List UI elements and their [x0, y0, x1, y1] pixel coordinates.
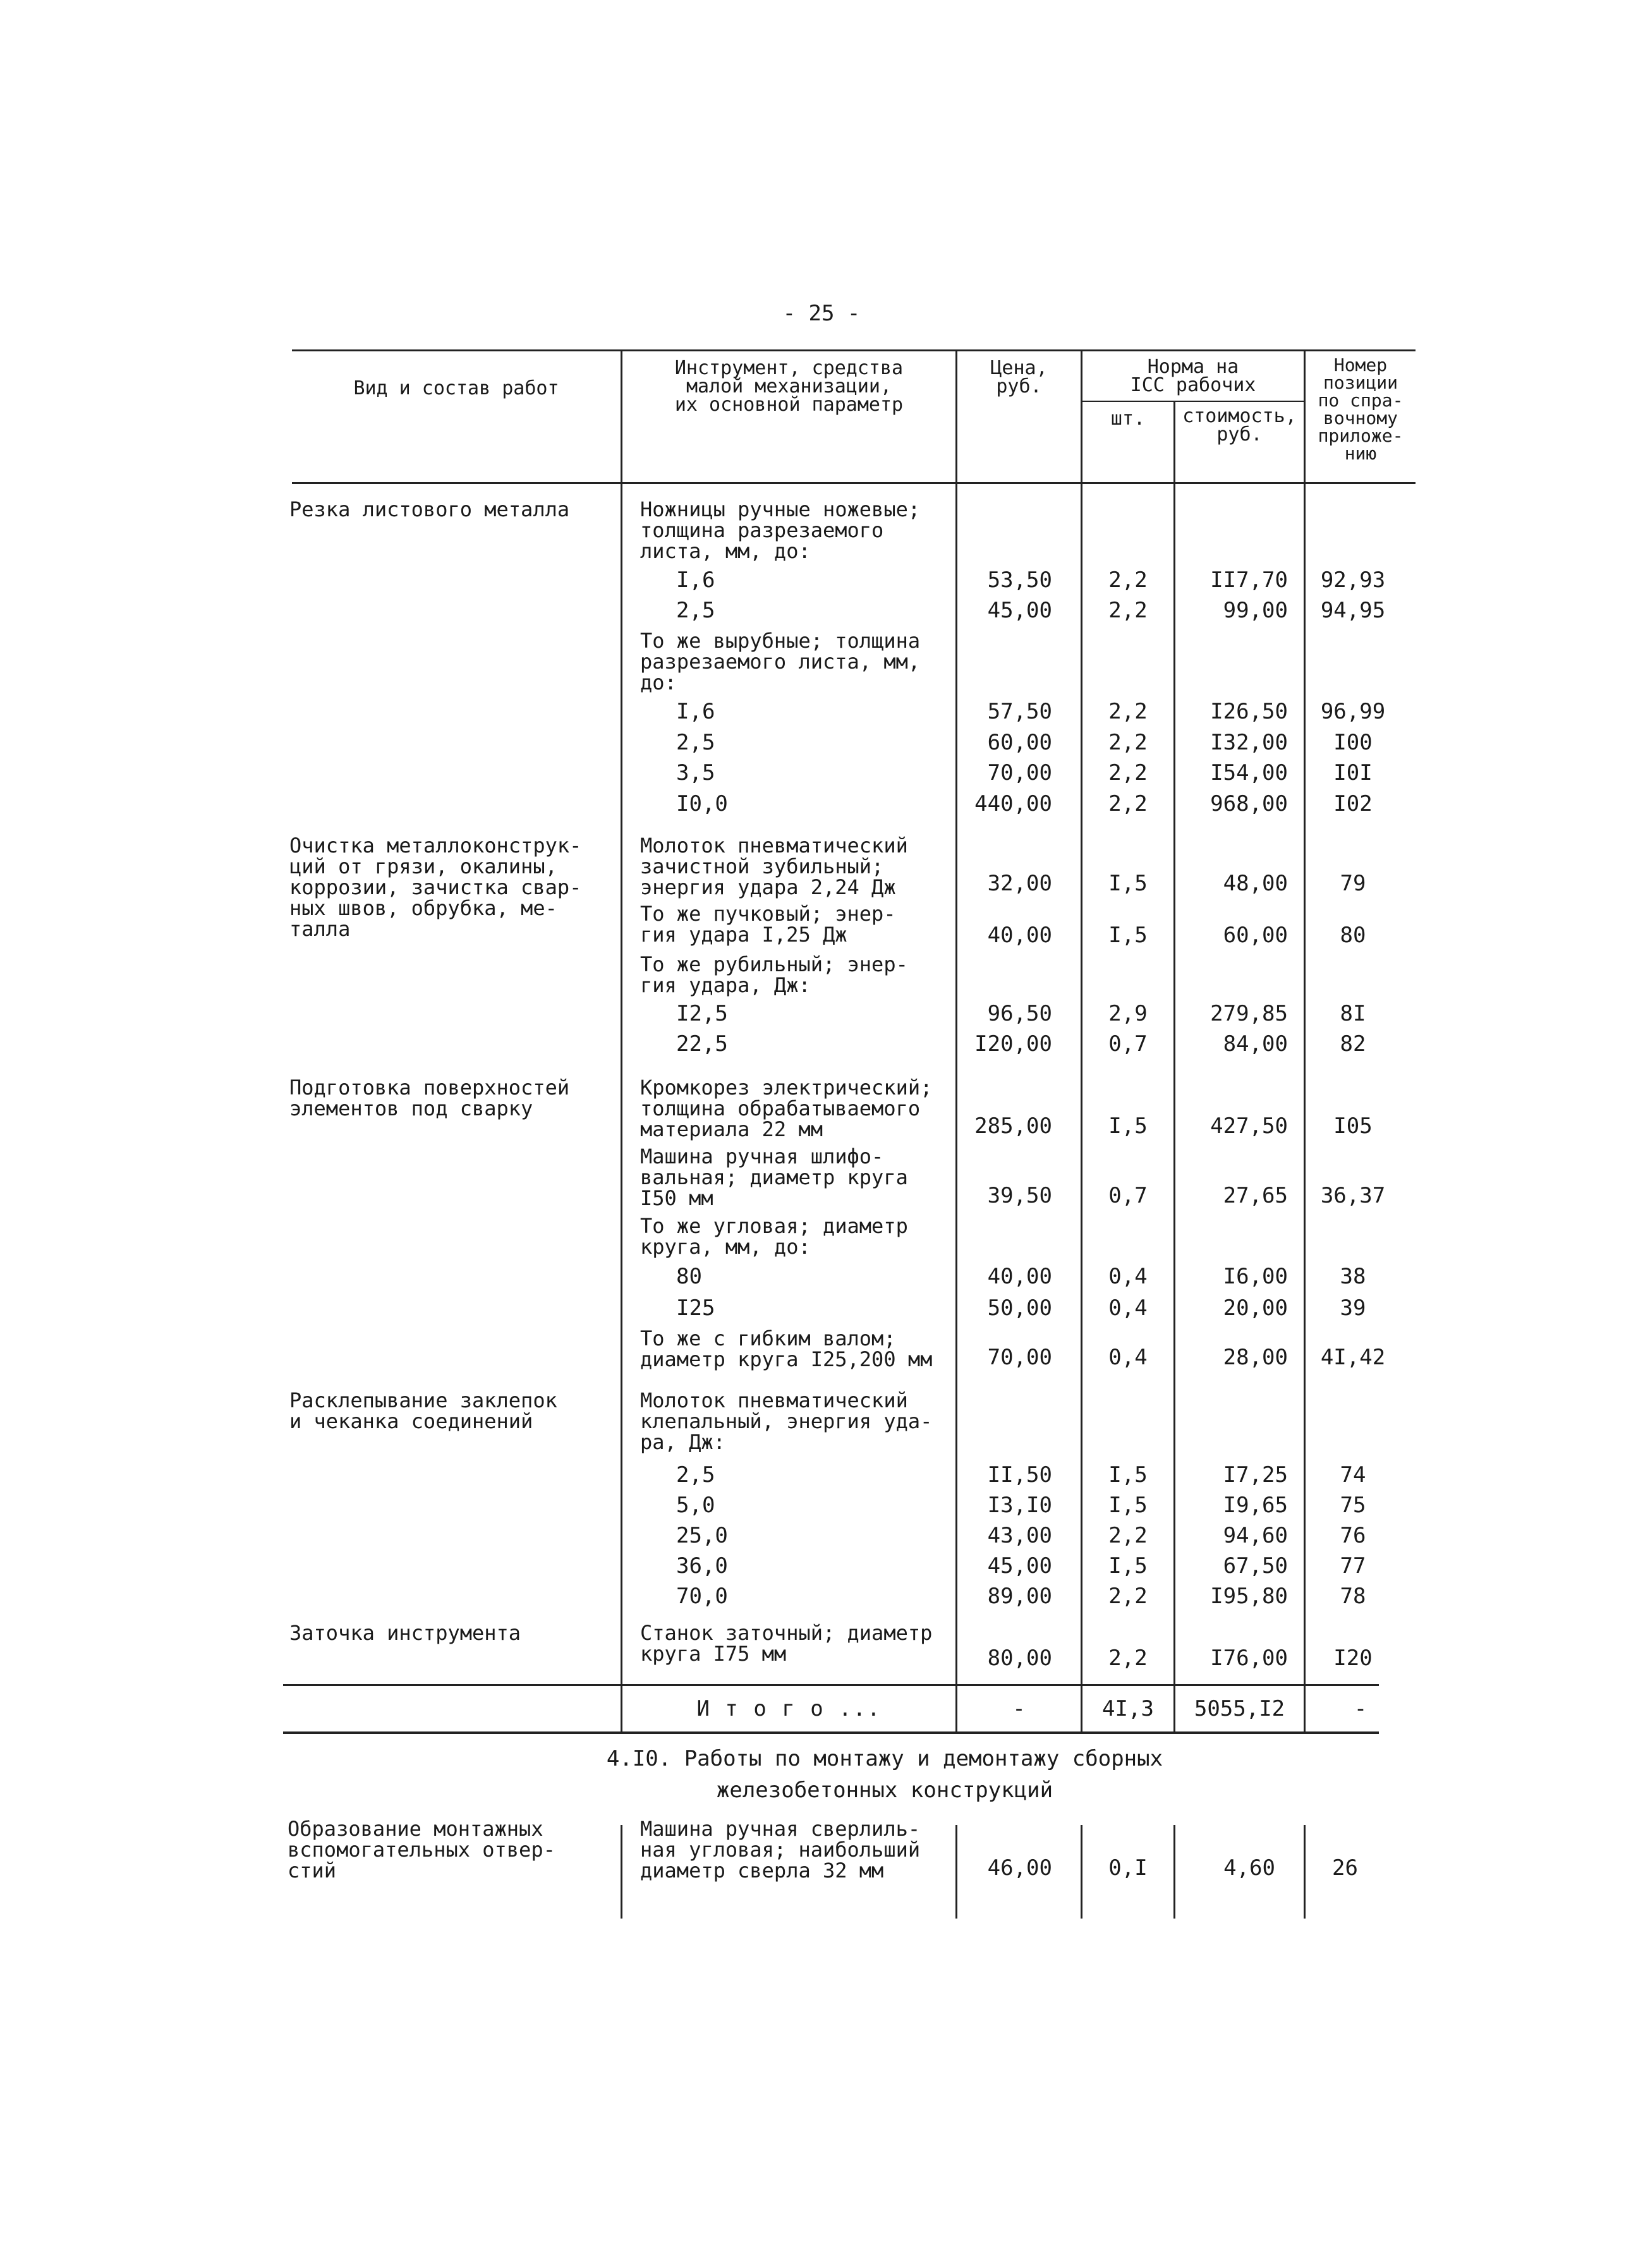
row-ref: I00: [1333, 730, 1373, 755]
row-ref: I05: [1333, 1113, 1373, 1139]
next-ref: 26: [1332, 1855, 1358, 1881]
row-qty: I,5: [1108, 1493, 1148, 1518]
tool-grinder: Машина ручная шлифо- вальная; диаметр круга I50 мм: [640, 1144, 908, 1210]
row-cost: 28,00: [1223, 1345, 1288, 1370]
row-param: I25: [676, 1295, 715, 1321]
row-cost: 94,60: [1223, 1523, 1288, 1548]
row-qty: I,5: [1108, 1553, 1148, 1579]
section-caption: 4.I0. Работы по монтажу и демонтажу сборных железобетонных конструкций: [606, 1746, 1163, 1803]
row-price: 32,00: [987, 871, 1052, 896]
row-qty: 0,4: [1108, 1264, 1148, 1289]
row-cost: I6,00: [1223, 1264, 1288, 1289]
row-price: 50,00: [987, 1295, 1052, 1321]
work-sharpening: Заточка инструмента: [289, 1621, 521, 1645]
row-param: 80: [676, 1264, 702, 1289]
row-cost: 427,50: [1210, 1113, 1288, 1139]
row-param: 70,0: [676, 1584, 728, 1609]
row-price: 57,50: [987, 699, 1052, 724]
tool-shears-punch: То же вырубные; толщина разрезаемого листа, мм, до:: [640, 629, 921, 694]
row-price: 70,00: [987, 1345, 1052, 1370]
row-qty: 2,2: [1108, 567, 1148, 593]
total-top-border: [283, 1684, 1379, 1686]
row-price: 70,00: [987, 760, 1052, 785]
row-param: 2,5: [676, 730, 715, 755]
header-work: Вид и состав работ: [353, 377, 559, 399]
col-divider-1: [621, 349, 622, 1732]
row-ref: 78: [1340, 1584, 1366, 1609]
next-col-divider-5: [1304, 1825, 1306, 1919]
header-tool: Инструмент, средства малой механизации, их основной параметр: [674, 357, 904, 416]
row-qty: 0,4: [1108, 1345, 1148, 1370]
next-cost: 4,60: [1223, 1855, 1275, 1881]
row-qty: 2,9: [1108, 1001, 1148, 1026]
row-ref: 36,37: [1320, 1183, 1386, 1208]
row-cost: 99,00: [1223, 598, 1288, 623]
row-qty: 0,7: [1108, 1183, 1148, 1208]
row-param: 5,0: [676, 1493, 715, 1518]
row-cost: 48,00: [1223, 871, 1288, 896]
tool-sharpening-machine: Станок заточный; диаметр круга I75 мм: [640, 1621, 933, 1666]
next-work: Образование монтажных вспомогательных отвер- стий: [288, 1817, 555, 1883]
row-qty: I,5: [1108, 871, 1148, 896]
row-qty: 2,2: [1108, 1646, 1148, 1671]
row-param: I0,0: [676, 791, 728, 816]
header-ref: Номер позиции по спра- вочному приложе- нию: [1318, 355, 1404, 464]
row-cost: 27,65: [1223, 1183, 1288, 1208]
next-qty: 0,I: [1108, 1855, 1148, 1881]
row-cost: I54,00: [1210, 760, 1288, 785]
next-col-divider-1: [621, 1825, 622, 1919]
row-qty: I,5: [1108, 1113, 1148, 1139]
row-cost: 84,00: [1223, 1031, 1288, 1057]
row-param: 2,5: [676, 598, 715, 623]
total-bottom-border: [283, 1731, 1379, 1734]
row-cost: 67,50: [1223, 1553, 1288, 1579]
work-riveting: Расклепывание заклепок и чеканка соединений: [289, 1388, 557, 1433]
row-price: 45,00: [987, 1553, 1052, 1579]
row-param: 2,5: [676, 1462, 715, 1488]
row-param: 36,0: [676, 1553, 728, 1579]
total-qty: 4I,3: [1102, 1696, 1154, 1721]
row-ref: 94,95: [1320, 598, 1386, 623]
row-qty: 2,2: [1108, 791, 1148, 816]
tool-riveting-hammer: Молоток пневматический клепальный, энергия уда- ра, Дж:: [640, 1388, 933, 1454]
total-cost: 5055,I2: [1194, 1696, 1285, 1721]
table-top-border: [292, 349, 1416, 351]
row-cost: I9,65: [1223, 1493, 1288, 1518]
row-cost: II7,70: [1210, 567, 1288, 593]
header-bottom-border: [292, 482, 1416, 484]
row-qty: 2,2: [1108, 1523, 1148, 1548]
row-qty: 2,2: [1108, 760, 1148, 785]
row-qty: 2,2: [1108, 730, 1148, 755]
row-cost: 968,00: [1210, 791, 1288, 816]
row-price: 60,00: [987, 730, 1052, 755]
row-param: I,6: [676, 567, 715, 593]
row-price: 285,00: [974, 1113, 1052, 1139]
tool-angle-grinder: То же угловая; диаметр круга, мм, до:: [640, 1214, 908, 1259]
header-norm-cost: стоимость, руб.: [1182, 405, 1297, 446]
tool-shears-knife: Ножницы ручные ножевые; толщина разрезаемого листа, мм, до:: [640, 497, 921, 563]
row-qty: I,5: [1108, 1462, 1148, 1488]
row-price: 440,00: [974, 791, 1052, 816]
row-cost: I32,00: [1210, 730, 1288, 755]
row-ref: 92,93: [1320, 567, 1386, 593]
norm-subheader-line: [1082, 401, 1306, 402]
row-ref: 96,99: [1320, 699, 1386, 724]
row-ref: 4I,42: [1320, 1345, 1386, 1370]
row-ref: I02: [1333, 791, 1373, 816]
row-price: 40,00: [987, 1264, 1052, 1289]
page-number: - 25 -: [782, 301, 861, 326]
row-price: 89,00: [987, 1584, 1052, 1609]
tool-edge-cutter: Кромкорез электрический; толщина обрабатываемого материала 22 мм: [640, 1076, 933, 1141]
row-qty: 2,2: [1108, 598, 1148, 623]
row-qty: 2,2: [1108, 699, 1148, 724]
row-ref: 75: [1340, 1493, 1366, 1518]
tool-hammer-chopping: То же рубильный; энер- гия удара, Дж:: [640, 952, 908, 997]
total-ref: -: [1354, 1696, 1367, 1721]
tool-hammer-chisel: Молоток пневматический зачистной зубильный; энергия удара 2,24 Дж: [640, 834, 908, 899]
header-norm-qty: шт.: [1110, 408, 1146, 430]
row-qty: 0,4: [1108, 1295, 1148, 1321]
row-cost: I7,25: [1223, 1462, 1288, 1488]
work-surface-prep: Подготовка поверхностей элементов под сварку: [289, 1076, 570, 1120]
row-cost: I26,50: [1210, 699, 1288, 724]
row-price: 80,00: [987, 1646, 1052, 1671]
next-tool: Машина ручная сверлиль- ная угловая; наибольший диаметр сверла 32 мм: [640, 1817, 921, 1883]
row-ref: 8I: [1340, 1001, 1366, 1026]
row-qty: 2,2: [1108, 1584, 1148, 1609]
row-qty: 0,7: [1108, 1031, 1148, 1057]
row-price: 43,00: [987, 1523, 1052, 1548]
total-price: -: [1012, 1696, 1026, 1721]
row-cost: I95,80: [1210, 1584, 1288, 1609]
row-ref: 74: [1340, 1462, 1366, 1488]
row-param: 25,0: [676, 1523, 728, 1548]
row-ref: 77: [1340, 1553, 1366, 1579]
row-ref: 38: [1340, 1264, 1366, 1289]
row-param: 3,5: [676, 760, 715, 785]
work-cutting: Резка листового металла: [289, 497, 570, 521]
row-ref: I0I: [1333, 760, 1373, 785]
header-price: Цена, руб.: [990, 357, 1048, 397]
row-price: I20,00: [974, 1031, 1052, 1057]
row-ref: 79: [1340, 871, 1366, 896]
row-param: 22,5: [676, 1031, 728, 1057]
row-cost: 279,85: [1210, 1001, 1288, 1026]
tool-flex-shaft-grinder: То же с гибким валом; диаметр круга I25,200 мм: [640, 1326, 933, 1371]
row-cost: 60,00: [1223, 923, 1288, 948]
row-price: 39,50: [987, 1183, 1052, 1208]
row-price: 96,50: [987, 1001, 1052, 1026]
work-cleaning: Очистка металлоконструк- ций от грязи, окалины, коррозии, зачистка свар- ных швов, обрубка, ме- талла: [289, 834, 582, 941]
header-norm: Норма на ICC рабочих: [1130, 356, 1256, 396]
row-price: 53,50: [987, 567, 1052, 593]
row-cost: I76,00: [1210, 1646, 1288, 1671]
row-ref: 80: [1340, 923, 1366, 948]
row-price: II,50: [987, 1462, 1052, 1488]
row-ref: 39: [1340, 1295, 1366, 1321]
row-price: 40,00: [987, 923, 1052, 948]
total-label: И т о г о ...: [696, 1696, 882, 1721]
tool-hammer-bundle: То же пучковый; энер- гия удара I,25 Дж: [640, 902, 896, 947]
row-ref: 82: [1340, 1031, 1366, 1057]
row-qty: I,5: [1108, 923, 1148, 948]
row-ref: I20: [1333, 1646, 1373, 1671]
row-param: I2,5: [676, 1001, 728, 1026]
row-price: I3,I0: [987, 1493, 1052, 1518]
row-price: 45,00: [987, 598, 1052, 623]
next-price: 46,00: [987, 1855, 1052, 1881]
row-ref: 76: [1340, 1523, 1366, 1548]
row-param: I,6: [676, 699, 715, 724]
row-cost: 20,00: [1223, 1295, 1288, 1321]
